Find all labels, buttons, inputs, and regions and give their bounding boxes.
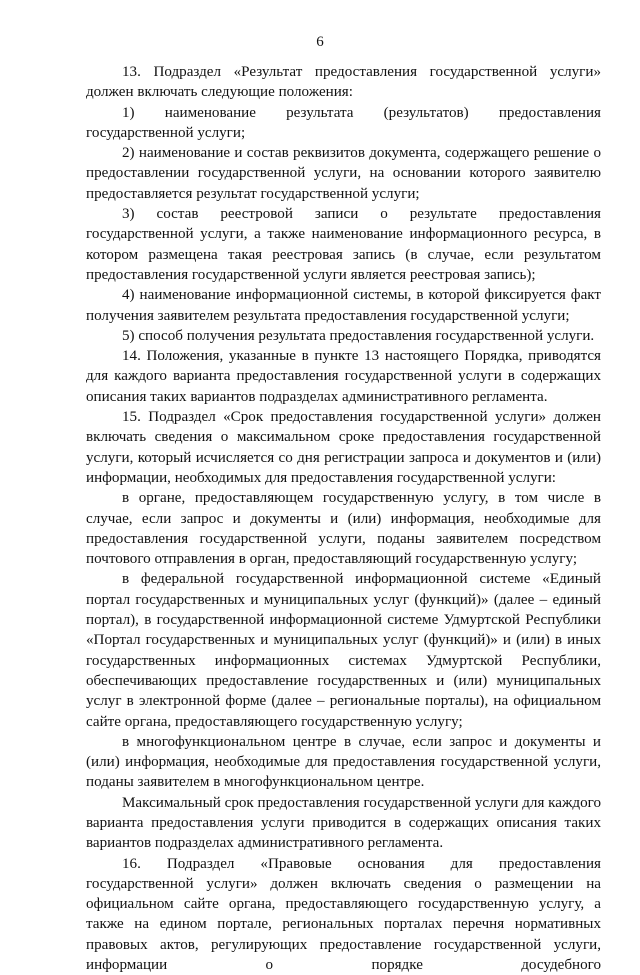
- paragraph-max-term: Максимальный срок предоставления государственной услуги для каждого варианта предоставления услуги приводится в содержащих описания таких вариантов подразделах административного регламента.: [86, 794, 601, 852]
- paragraph-15-mfc: в многофункциональном центре в случае, если запрос и документы и (или) информация, необходимые для предоставления государственной услуги, поданы заявителем в многофункциональном центре.: [86, 733, 601, 791]
- item-5: 5) способ получения результата предоставления государственной услуги.: [122, 327, 595, 344]
- paragraph-14: 14. Положения, указанные в пункте 13 настоящего Порядка, приводятся для каждого варианта предоставления государственной услуги в содержащих описания таких вариантов подразделах административного регламента.: [86, 348, 601, 405]
- paragraph-16: 16. Подраздел «Правовые основания для предоставления государственной услуги» должен включать сведения о размещении на официальном сайте органа, предоставляющего государственную услугу, а также на едином портале, региональных порталах перечня нормативных правовых актов, регулирующих предоставление государственной услуги, информации о порядке досудебного: [86, 855, 601, 974]
- paragraph-15-organ: в органе, предоставляющем государственную услугу, в том числе в случае, если запрос и документы и (или) информация, необходимые для предоставления государственной услуги, поданы заявителем посредством почтового отправления в орган, предоставляющий государственную услугу;: [86, 490, 601, 568]
- paragraph-13: 13. Подраздел «Результат предоставления государственной услуги» должен включать следующие положения:: [86, 64, 601, 101]
- paragraph-15-portal: в федеральной государственной информационной системе «Единый портал государственных и муниципальных услуг (функций)» (далее – единый портал), в государственной информационной системе Удмуртской Республики «Портал государственных и муниципальных услуг (функций)» и (или) в иных государственных информационных системах Удмуртской Республики, обеспечивающих предоставление государственных и (или) муниципальных услуг в электронной форме (далее – региональные порталы), на официальном сайте органа, предоставляющего государственную услугу;: [86, 571, 601, 730]
- page-number: 6: [316, 34, 324, 50]
- item-4: 4) наименование информационной системы, в которой фиксируется факт получения заявителем результата предоставления государственной услуги;: [86, 287, 601, 324]
- document-body: [86, 62, 601, 975]
- item-2: 2) наименование и состав реквизитов документа, содержащего решение о предоставлении государственной услуги, на основании которого заявителю предоставляется результат государственной услуги;: [86, 145, 601, 202]
- paragraph-15: 15. Подраздел «Срок предоставления государственной услуги» должен включать сведения о максимальном сроке предоставления государственной услуги, который исчисляется со дня регистрации запроса и документов и (или) информации, необходимых для предоставления государственной услуги:: [86, 409, 601, 486]
- item-3: 3) состав реестровой записи о результате предоставления государственной услуги, а также наименование информационного ресурса, в котором размещена такая реестровая запись (в случае, если результатом предоставления государственной услуги является реестровая запись);: [86, 206, 601, 283]
- item-1: 1) наименование результата (результатов) предоставления государственной услуги;: [86, 104, 601, 141]
